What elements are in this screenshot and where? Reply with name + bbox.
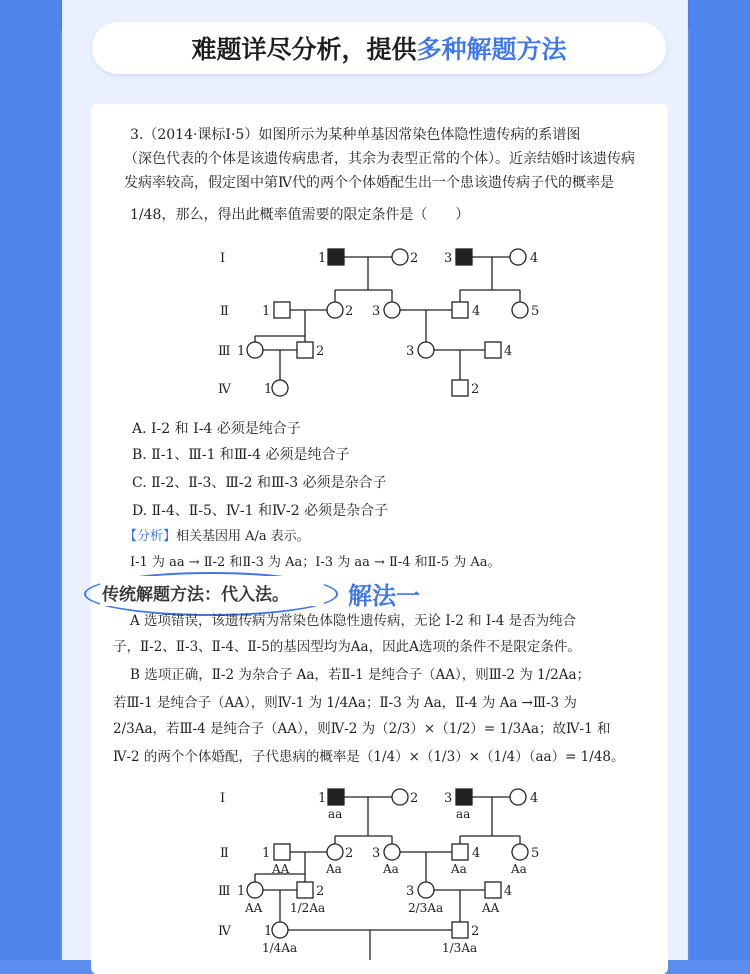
solution-line-2: 子，Ⅱ-2、Ⅱ-3、Ⅱ-4、Ⅱ-5的基因型均为Aa，因此A选项的条件不是限定条件。 (113, 639, 581, 655)
generation-label: Ⅰ (220, 791, 226, 806)
analysis-heading (124, 526, 310, 548)
individual-number: 1 (264, 382, 273, 397)
individual-number: 2 (410, 251, 419, 266)
question-line-2: （深色代表的个体是该遗传病患者，其余为表型正常的个体）。近亲结婚时该遗传病 (124, 151, 635, 167)
genotype-label: Aa (383, 862, 399, 876)
individual-number: 1 (262, 846, 271, 861)
pedigree-female-II3 (384, 302, 400, 318)
individual-number: 1 (264, 924, 273, 939)
pedigree-female-II5 (512, 844, 528, 860)
option-a: A. Ⅰ-2 和 Ⅰ-4 必须是纯合子 (132, 421, 301, 437)
title-text: 难题详尽分析，提供 (191, 35, 417, 64)
pedigree-female-III1 (247, 342, 263, 358)
pedigree-male-IV2 (452, 922, 468, 938)
pedigree-male-II4 (452, 302, 468, 318)
pedigree-affected-male-I1 (328, 789, 344, 805)
analysis-line-2: Ⅰ-1 为 aa → Ⅱ-2 和Ⅱ-3 为 Aa；Ⅰ-3 为 aa → Ⅱ-4 和Ⅱ-5 为 Aa。 (130, 555, 501, 570)
generation-label: Ⅲ (218, 344, 231, 359)
individual-number: 1 (237, 344, 246, 359)
individual-number: 4 (472, 846, 481, 861)
solution-line-4: 若Ⅲ-1 是纯合子（AA），则Ⅳ-1 为 1/4Aa；Ⅱ-3 为 Aa，Ⅱ-4 为 Aa →Ⅲ-3 为 (113, 695, 577, 711)
individual-number: 4 (530, 251, 539, 266)
pedigree-female-III3 (418, 882, 434, 898)
option-c: C. Ⅱ-2、Ⅱ-3、Ⅲ-2 和Ⅲ-3 必须是杂合子 (132, 475, 387, 491)
pedigree-female-II2 (327, 844, 343, 860)
pedigree-female-III1 (247, 882, 263, 898)
generation-label: Ⅲ (218, 884, 231, 899)
pedigree-female-II2 (327, 302, 343, 318)
individual-number: 2 (316, 884, 325, 899)
pedigree-female-III3 (418, 342, 434, 358)
individual-number: 4 (472, 304, 481, 319)
pedigree-affected-male-I1 (328, 249, 344, 265)
individual-number: 2 (345, 304, 354, 319)
individual-number: 3 (406, 344, 415, 359)
genotype-label: aa (328, 807, 343, 821)
question-line-1: 3.（2014·课标Ⅰ·5）如图所示为某种单基因常染色体隐性遗传病的系谱图 (130, 127, 581, 143)
genotype-label: 1/2Aa (290, 901, 326, 915)
individual-number: 3 (444, 791, 453, 806)
pedigree-female-I4 (510, 249, 526, 265)
pedigree-male-III4 (485, 882, 501, 898)
individual-number: 2 (471, 382, 480, 397)
left-border (0, 0, 60, 960)
page-title (92, 22, 666, 74)
analysis-tag: 【分析】 (124, 529, 177, 544)
individual-number: 3 (406, 884, 415, 899)
generation-label: Ⅱ (220, 304, 229, 319)
question-line-3: 发病率较高，假定图中第Ⅳ代的两个个体婚配生出一个患该遗传病子代的概率是 (124, 175, 614, 191)
solution-line-6: Ⅳ-2 的两个个体婚配，子代患病的概率是（1/4）×（1/3）×（1/4）（aa）= 1/48。 (113, 749, 625, 765)
pedigree-chart-genotypes (200, 780, 560, 960)
genotype-label: Aa (511, 862, 527, 876)
individual-number: 1 (262, 304, 271, 319)
pedigree-male-II4 (452, 844, 468, 860)
genotype-label: 1/3Aa (442, 941, 478, 955)
solution-line-3: B 选项正确，Ⅱ-2 为杂合子 Aa，若Ⅱ-1 是纯合子（AA），则Ⅲ-2 为 1/2Aa； (130, 667, 591, 683)
pedigree-female-I2 (392, 249, 408, 265)
title-highlight: 多种解题方法 (416, 35, 567, 64)
option-b: B. Ⅱ-1、Ⅲ-1 和Ⅲ-4 必须是纯合子 (132, 447, 350, 463)
individual-number: 2 (410, 791, 419, 806)
individual-number: 3 (372, 304, 381, 319)
right-border (690, 0, 750, 960)
individual-number: 4 (530, 791, 539, 806)
genotype-label: AA (482, 901, 500, 915)
pedigree-chart (200, 240, 560, 405)
genotype-label: AA (272, 862, 290, 876)
solution-line-1: A 选项错误，该遗传病为常染色体隐性遗传病，无论 Ⅰ-2 和 Ⅰ-4 是否为纯合 (130, 613, 577, 629)
pedigree-male-II1 (274, 302, 290, 318)
individual-number: 2 (345, 846, 354, 861)
generation-label: Ⅳ (218, 924, 231, 939)
pedigree-female-I2 (392, 789, 408, 805)
genotype-label: 2/3Aa (408, 901, 444, 915)
pedigree-male-II1 (274, 844, 290, 860)
pedigree-female-IV1 (272, 380, 288, 396)
generation-label: Ⅰ (220, 251, 226, 266)
generation-label: Ⅱ (220, 846, 229, 861)
individual-number: 2 (471, 924, 480, 939)
question-line-4: 1/48，那么，得出此概率值需要的限定条件是（ ） (130, 207, 470, 223)
pedigree-male-III4 (485, 342, 501, 358)
analysis-intro: 相关基因用 A/a 表示。 (176, 529, 310, 544)
pedigree-female-I4 (510, 789, 526, 805)
individual-number: 5 (531, 846, 540, 861)
pedigree-female-II3 (384, 844, 400, 860)
genotype-label: AA (245, 901, 263, 915)
pedigree-affected-male-I3 (456, 789, 472, 805)
individual-number: 3 (372, 846, 381, 861)
solution-line-5: 2/3Aa，若Ⅲ-4 是纯合子（AA），则Ⅳ-2 为（2/3）×（1/2）= 1/3Aa；故Ⅳ-1 和 (113, 721, 611, 737)
pedigree-female-II5 (512, 302, 528, 318)
pedigree-male-III2 (297, 882, 313, 898)
pedigree-male-IV2 (452, 380, 468, 396)
generation-label: Ⅳ (218, 382, 231, 397)
individual-number: 1 (318, 791, 327, 806)
option-d: D. Ⅱ-4、Ⅱ-5、Ⅳ-1 和Ⅳ-2 必须是杂合子 (132, 503, 389, 519)
genotype-label: Aa (326, 862, 342, 876)
genotype-label: aa (456, 807, 471, 821)
solution-method-tag: 解法一 (348, 582, 420, 610)
individual-number: 5 (531, 304, 540, 319)
pedigree-male-III2 (297, 342, 313, 358)
method-label: 传统解题方法：代入法。 (102, 585, 289, 605)
individual-number: 1 (318, 251, 327, 266)
individual-number: 3 (444, 251, 453, 266)
genotype-label: Aa (451, 862, 467, 876)
genotype-label: 1/4Aa (262, 941, 298, 955)
pedigree-affected-male-I3 (456, 249, 472, 265)
individual-number: 4 (504, 344, 513, 359)
individual-number: 2 (316, 344, 325, 359)
pedigree-female-IV1 (272, 922, 288, 938)
individual-number: 4 (504, 884, 513, 899)
individual-number: 1 (237, 884, 246, 899)
